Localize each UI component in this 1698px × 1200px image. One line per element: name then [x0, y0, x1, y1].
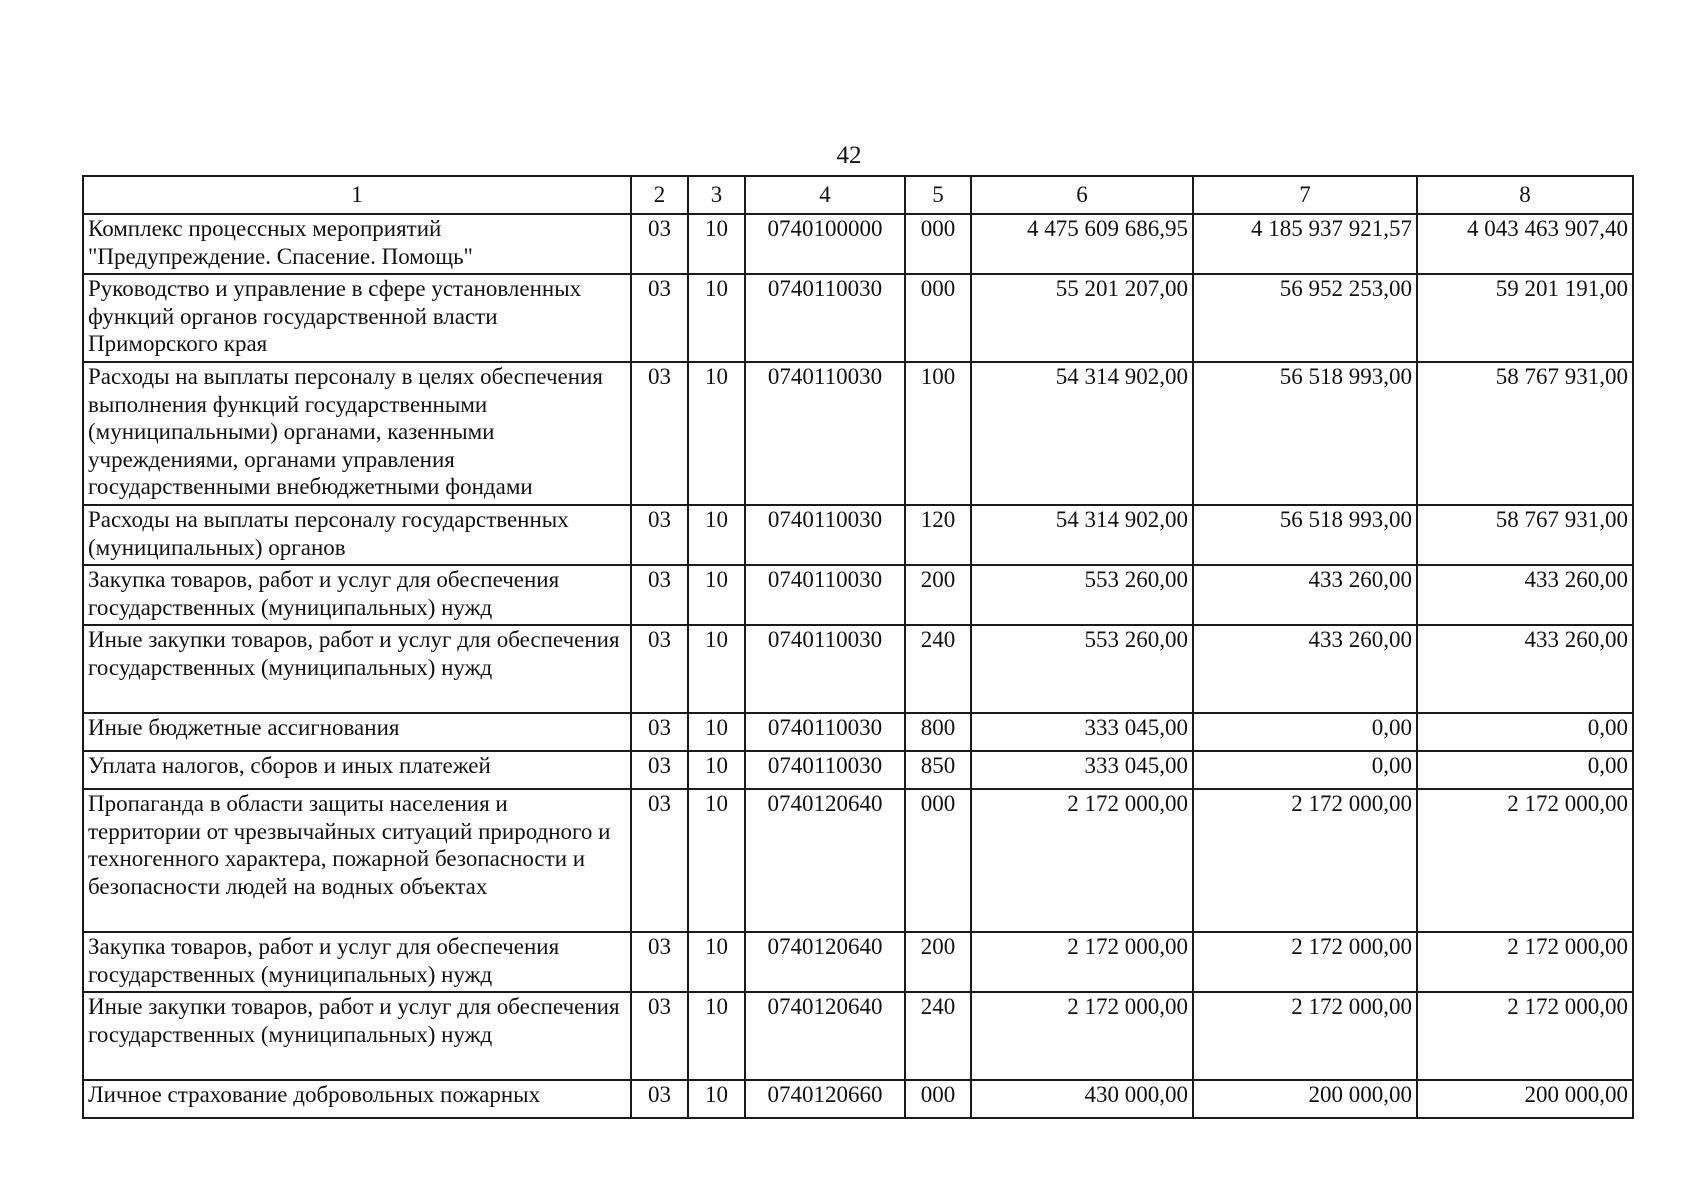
header-row — [83, 176, 1633, 214]
row-subsection: 10 — [688, 362, 745, 505]
row-amount-col6: 54 314 902,00 — [971, 362, 1193, 505]
table-row — [83, 992, 1633, 1080]
row-amount-col8: 59 201 191,00 — [1417, 274, 1633, 362]
row-expense-type: 000 — [905, 214, 971, 274]
row-subsection: 10 — [688, 214, 745, 274]
table-row — [83, 1080, 1633, 1118]
row-expense-type: 850 — [905, 751, 971, 789]
row-amount-col8: 58 767 931,00 — [1417, 362, 1633, 505]
row-expense-type: 200 — [905, 565, 971, 625]
row-section: 03 — [631, 713, 688, 751]
row-name: Уплата налогов, сборов и иных платежей — [83, 751, 631, 789]
header-col-1: 1 — [83, 176, 631, 214]
header-col-8: 8 — [1417, 176, 1633, 214]
row-subsection: 10 — [688, 932, 745, 992]
row-subsection: 10 — [688, 625, 745, 713]
row-amount-col7: 433 260,00 — [1193, 625, 1417, 713]
row-amount-col7: 4 185 937 921,57 — [1193, 214, 1417, 274]
table-row — [83, 214, 1633, 274]
row-target-code: 0740110030 — [745, 565, 905, 625]
table-row — [83, 505, 1633, 565]
page-number: 42 — [836, 142, 862, 169]
row-expense-type: 200 — [905, 932, 971, 992]
row-amount-col6: 333 045,00 — [971, 713, 1193, 751]
row-subsection: 10 — [688, 1080, 745, 1118]
row-expense-type: 000 — [905, 1080, 971, 1118]
row-amount-col8: 200 000,00 — [1417, 1080, 1633, 1118]
row-amount-col7: 0,00 — [1193, 713, 1417, 751]
row-section: 03 — [631, 214, 688, 274]
row-amount-col6: 2 172 000,00 — [971, 992, 1193, 1080]
row-section: 03 — [631, 932, 688, 992]
row-target-code: 0740100000 — [745, 214, 905, 274]
row-amount-col8: 4 043 463 907,40 — [1417, 214, 1633, 274]
row-name: Расходы на выплаты персоналу государственных (муниципальных) органов — [83, 505, 631, 565]
table-row — [83, 713, 1633, 751]
row-section: 03 — [631, 565, 688, 625]
row-amount-col8: 0,00 — [1417, 751, 1633, 789]
row-section: 03 — [631, 274, 688, 362]
row-target-code: 0740120640 — [745, 932, 905, 992]
row-section: 03 — [631, 625, 688, 713]
header-col-2: 2 — [631, 176, 688, 214]
row-section: 03 — [631, 992, 688, 1080]
row-name: Личное страхование добровольных пожарных — [83, 1080, 631, 1118]
row-name: Иные закупки товаров, работ и услуг для обеспечения государственных (муниципальных) нужд — [83, 992, 631, 1080]
row-amount-col7: 2 172 000,00 — [1193, 992, 1417, 1080]
table-row — [83, 362, 1633, 505]
row-amount-col6: 54 314 902,00 — [971, 505, 1193, 565]
row-target-code: 0740110030 — [745, 625, 905, 713]
header-col-3: 3 — [688, 176, 745, 214]
table-row — [83, 789, 1633, 932]
row-amount-col6: 2 172 000,00 — [971, 789, 1193, 932]
row-expense-type: 000 — [905, 274, 971, 362]
budget-table — [82, 175, 1634, 1119]
row-target-code: 0740120640 — [745, 992, 905, 1080]
table-row — [83, 625, 1633, 713]
row-amount-col8: 2 172 000,00 — [1417, 789, 1633, 932]
row-subsection: 10 — [688, 274, 745, 362]
row-amount-col6: 2 172 000,00 — [971, 932, 1193, 992]
row-amount-col8: 58 767 931,00 — [1417, 505, 1633, 565]
row-amount-col6: 55 201 207,00 — [971, 274, 1193, 362]
row-section: 03 — [631, 751, 688, 789]
row-target-code: 0740110030 — [745, 274, 905, 362]
table-row — [83, 751, 1633, 789]
row-amount-col8: 0,00 — [1417, 713, 1633, 751]
row-subsection: 10 — [688, 751, 745, 789]
row-expense-type: 240 — [905, 992, 971, 1080]
header-col-4: 4 — [745, 176, 905, 214]
row-expense-type: 240 — [905, 625, 971, 713]
row-subsection: 10 — [688, 992, 745, 1080]
row-amount-col7: 200 000,00 — [1193, 1080, 1417, 1118]
row-section: 03 — [631, 505, 688, 565]
row-subsection: 10 — [688, 789, 745, 932]
row-name: Комплекс процессных мероприятий "Предупреждение. Спасение. Помощь" — [83, 214, 631, 274]
row-subsection: 10 — [688, 713, 745, 751]
row-section: 03 — [631, 789, 688, 932]
row-amount-col6: 553 260,00 — [971, 565, 1193, 625]
table-row — [83, 932, 1633, 992]
row-amount-col7: 56 952 253,00 — [1193, 274, 1417, 362]
row-name: Расходы на выплаты персоналу в целях обеспечения выполнения функций государственными (муниципальными) органами, казенными учреждениями, органами управления государственными внебюджетными фондами — [83, 362, 631, 505]
row-amount-col6: 553 260,00 — [971, 625, 1193, 713]
row-amount-col8: 2 172 000,00 — [1417, 932, 1633, 992]
row-amount-col8: 2 172 000,00 — [1417, 992, 1633, 1080]
row-subsection: 10 — [688, 505, 745, 565]
row-amount-col7: 2 172 000,00 — [1193, 789, 1417, 932]
row-target-code: 0740120660 — [745, 1080, 905, 1118]
row-name: Иные закупки товаров, работ и услуг для обеспечения государственных (муниципальных) нужд — [83, 625, 631, 713]
row-target-code: 0740110030 — [745, 505, 905, 565]
row-name: Пропаганда в области защиты населения и территории от чрезвычайных ситуаций природного и техногенного характера, пожарной безопасности и безопасности людей на водных объектах — [83, 789, 631, 932]
row-amount-col7: 2 172 000,00 — [1193, 932, 1417, 992]
row-section: 03 — [631, 1080, 688, 1118]
table-row — [83, 565, 1633, 625]
row-amount-col8: 433 260,00 — [1417, 625, 1633, 713]
row-name: Иные бюджетные ассигнования — [83, 713, 631, 751]
row-amount-col7: 56 518 993,00 — [1193, 362, 1417, 505]
row-expense-type: 800 — [905, 713, 971, 751]
header-col-6: 6 — [971, 176, 1193, 214]
row-amount-col6: 4 475 609 686,95 — [971, 214, 1193, 274]
header-col-5: 5 — [905, 176, 971, 214]
row-name: Закупка товаров, работ и услуг для обеспечения государственных (муниципальных) нужд — [83, 565, 631, 625]
row-subsection: 10 — [688, 565, 745, 625]
row-amount-col7: 56 518 993,00 — [1193, 505, 1417, 565]
row-section: 03 — [631, 362, 688, 505]
row-target-code: 0740110030 — [745, 362, 905, 505]
row-expense-type: 120 — [905, 505, 971, 565]
row-name: Закупка товаров, работ и услуг для обеспечения государственных (муниципальных) нужд — [83, 932, 631, 992]
row-amount-col7: 0,00 — [1193, 751, 1417, 789]
header-col-7: 7 — [1193, 176, 1417, 214]
row-target-code: 0740110030 — [745, 751, 905, 789]
row-target-code: 0740120640 — [745, 789, 905, 932]
table-row — [83, 274, 1633, 362]
row-amount-col6: 333 045,00 — [971, 751, 1193, 789]
row-amount-col7: 433 260,00 — [1193, 565, 1417, 625]
row-expense-type: 100 — [905, 362, 971, 505]
row-name: Руководство и управление в сфере установленных функций органов государственной власти Приморского края — [83, 274, 631, 362]
row-target-code: 0740110030 — [745, 713, 905, 751]
row-expense-type: 000 — [905, 789, 971, 932]
row-amount-col6: 430 000,00 — [971, 1080, 1193, 1118]
row-amount-col8: 433 260,00 — [1417, 565, 1633, 625]
